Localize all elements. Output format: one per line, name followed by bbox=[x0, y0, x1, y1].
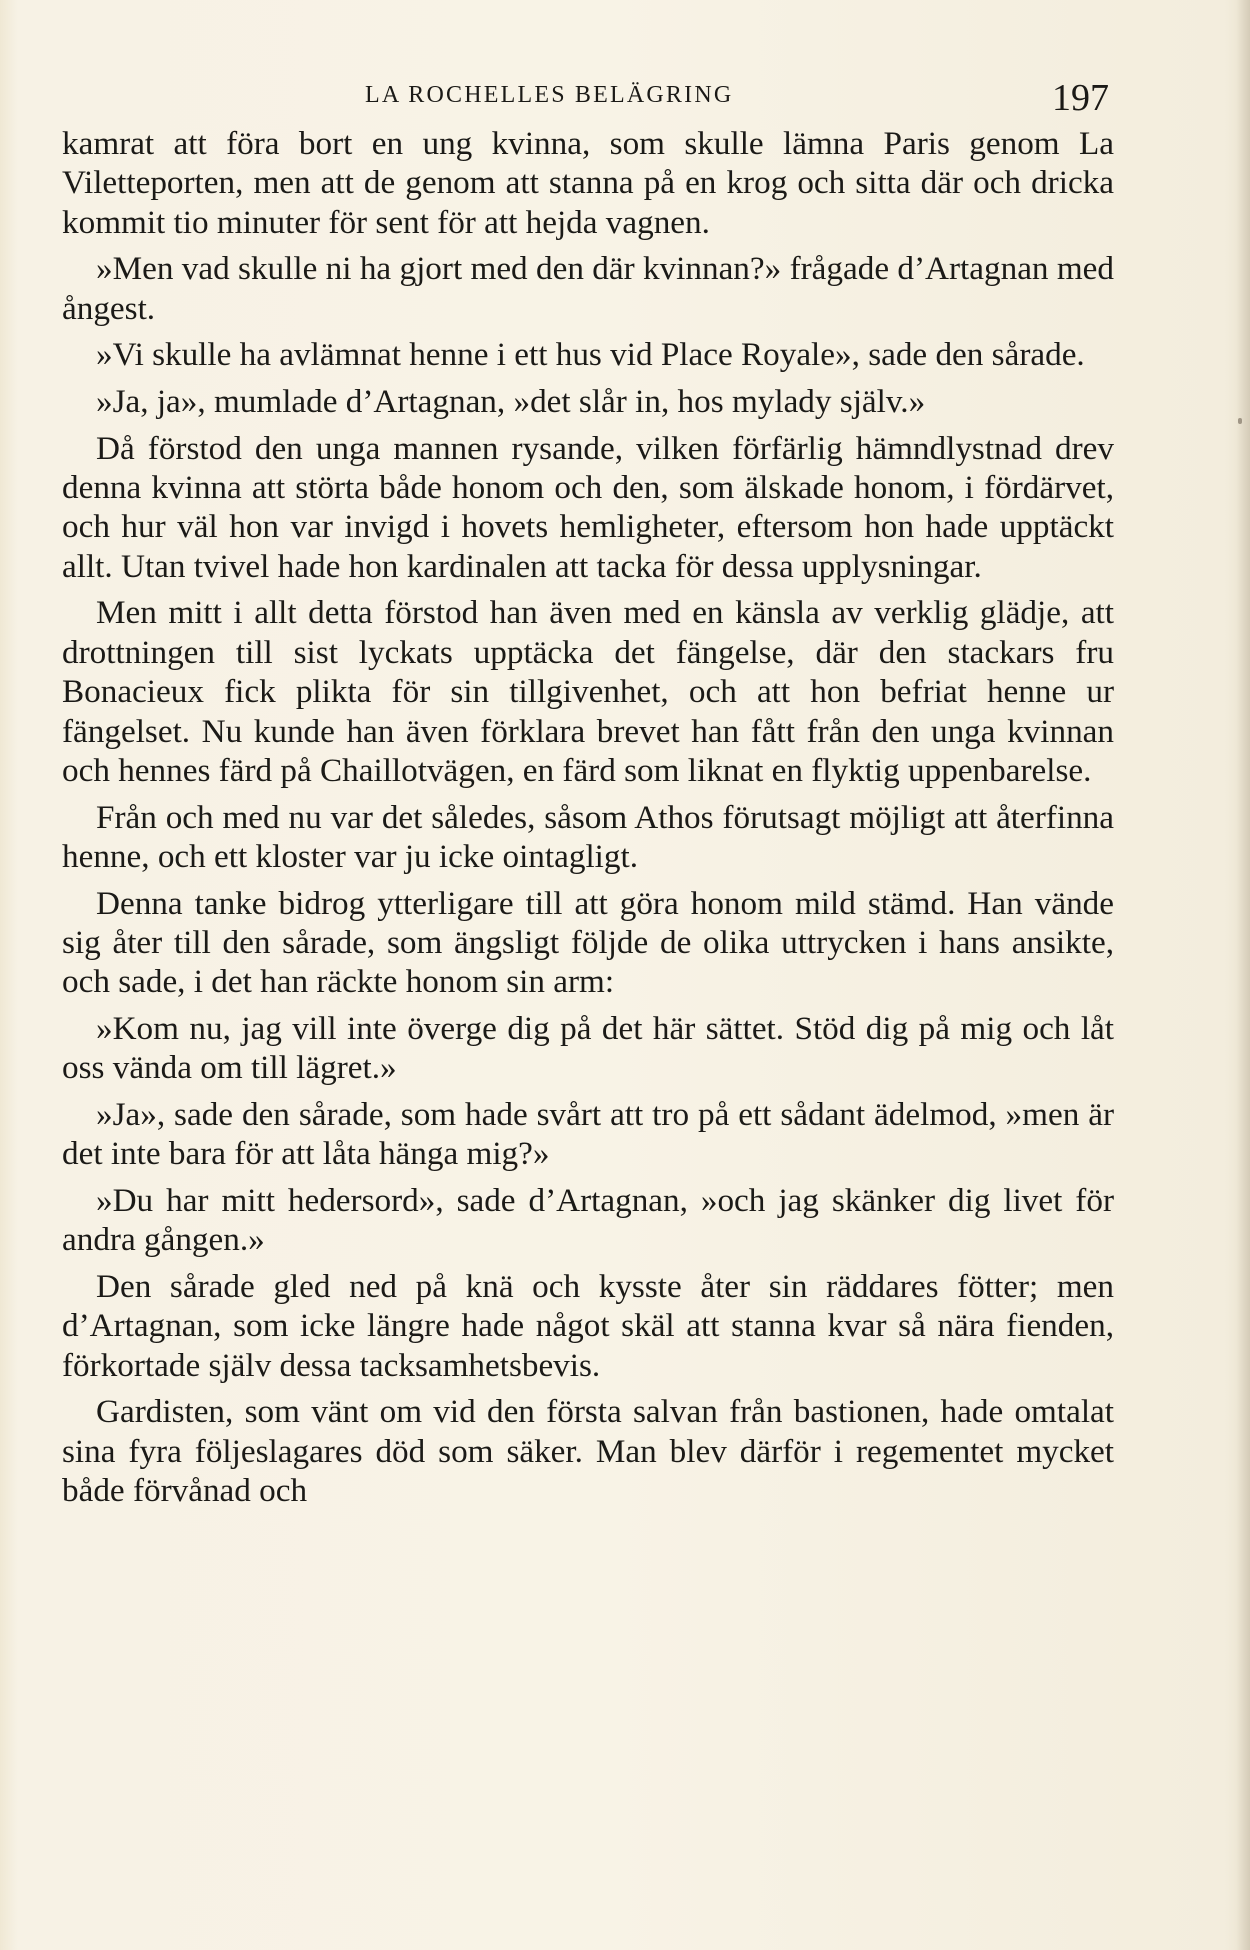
running-head: LA ROCHELLES BELÄGRING bbox=[365, 82, 734, 108]
body-text bbox=[62, 124, 1114, 1511]
paragraph: Då förstod den unga mannen rysande, vilken förfärlig hämndlystnad drev denna kvinna att störta både honom och den, som älskade honom, i fördärvet, och hur väl hon var invigd i hovets hemligheter, eftersom hon hade upptäckt allt. Utan tvivel hade hon kardinalen att tacka för dessa upplysningar. bbox=[62, 429, 1114, 585]
paragraph: »Kom nu, jag vill inte överge dig på det här sättet. Stöd dig på mig och låt oss vända om till lägret.» bbox=[62, 1010, 1114, 1087]
page-number: 197 bbox=[1052, 77, 1109, 119]
paragraph: Gardisten, som vänt om vid den första salvan från bastionen, hade omtalat sina fyra följeslagares död som säker. Man blev därför i regementet mycket både förvånad och bbox=[62, 1393, 1114, 1510]
page-header bbox=[0, 76, 1250, 126]
paragraph: Denna tanke bidrog ytterligare till att göra honom mild stämd. Han vände sig åter till den sårade, som ängsligt följde de olika uttrycken i hans ansikte, och sade, i det han räckte honom sin arm: bbox=[62, 884, 1114, 1001]
paragraph: »Ja, ja», mumlade d’Artagnan, »det slår in, hos mylady själv.» bbox=[96, 383, 926, 420]
paragraph: »Vi skulle ha avlämnat henne i ett hus vid Place Royale», sade den sårade. bbox=[96, 336, 1085, 374]
margin-speck bbox=[1238, 418, 1242, 424]
paragraph: Den sårade gled ned på knä och kysste åter sin räddares fötter; men d’Artagnan, som icke längre hade något skäl att stanna kvar så nära fienden, förkortade själv dessa tacksamhetsbevis. bbox=[62, 1268, 1114, 1384]
paragraph: Men mitt i allt detta förstod han även med en känsla av verklig glädje, att drottningen till sist lyckats upptäcka det fängelse, där den stackars fru Bonacieux fick plikta för sin tillgivenhet, och att hon befriat henne ur fängelset. Nu kunde han även förklara brevet han fått från den unga kvinnan och hennes färd på Chaillotvägen, en färd som liknat en flyktig uppenbarelse. bbox=[62, 594, 1114, 790]
paragraph: »Ja», sade den sårade, som hade svårt att tro på ett sådant ädelmod, »men är det inte bara för att låta hänga mig?» bbox=[62, 1096, 1114, 1173]
paragraph: »Men vad skulle ni ha gjort med den där kvinnan?» frågade d’Artagnan med ångest. bbox=[62, 250, 1114, 327]
paragraph: kamrat att föra bort en ung kvinna, som skulle lämna Paris genom La Viletteporten, men att de genom att stanna på en krog och sitta där och dricka kommit tio minuter för sent för att hejda vagnen. bbox=[62, 125, 1114, 241]
page-edge-shadow bbox=[1236, 0, 1250, 1950]
paragraph: »Du har mitt hedersord», sade d’Artagnan, »och jag skänker dig livet för andra gången.» bbox=[62, 1182, 1114, 1259]
paragraph: Från och med nu var det således, såsom Athos förutsagt möjligt att återfinna henne, och ett kloster var ju icke ointagligt. bbox=[62, 798, 1114, 876]
